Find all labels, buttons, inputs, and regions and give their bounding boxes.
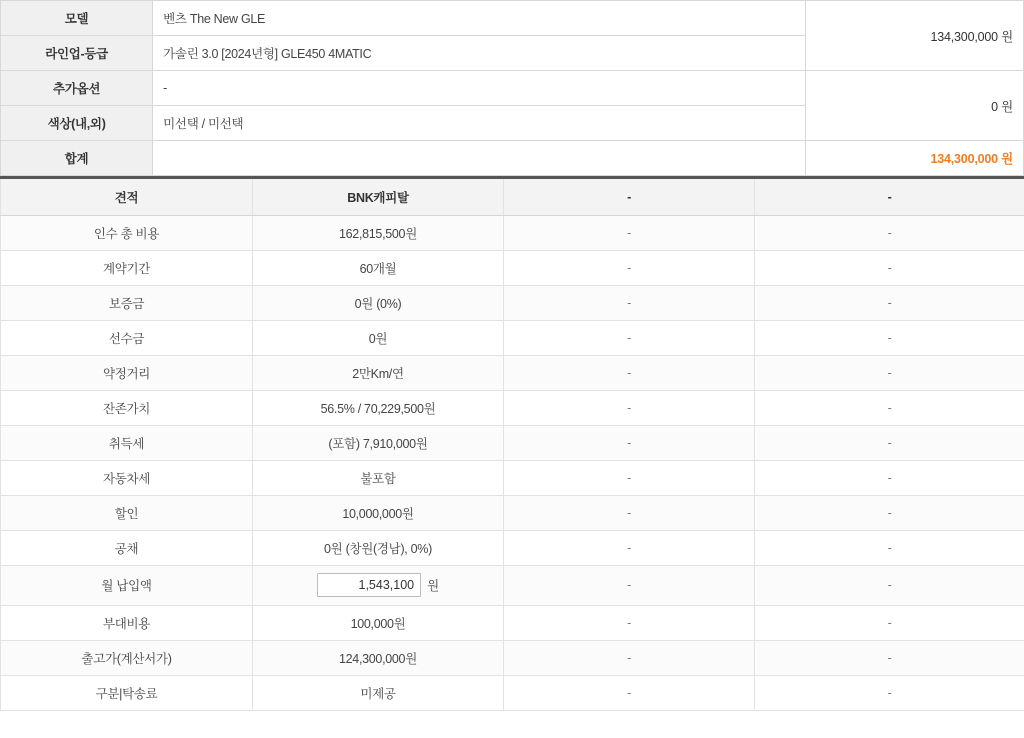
quote-row-value-1: 미제공 <box>253 675 504 710</box>
spec-label-color: 색상(내,외) <box>1 106 153 141</box>
quote-row-label: 부대비용 <box>1 605 253 640</box>
quote-row-value-3: - <box>755 320 1024 355</box>
quote-row-value-3: - <box>755 495 1024 530</box>
quote-row-value-1: 162,815,500원 <box>253 215 504 250</box>
spec-total-spacer <box>153 141 806 176</box>
monthly-payment-value-2: - <box>504 565 755 605</box>
quote-row-value-2: - <box>504 320 755 355</box>
spec-label-options: 추가옵션 <box>1 71 153 106</box>
table-row <box>1 250 1024 285</box>
quote-row-value-3: - <box>755 355 1024 390</box>
quote-row-value-2: - <box>504 675 755 710</box>
table-row <box>1 605 1024 640</box>
spec-row-options <box>1 71 1024 106</box>
quote-comparison-table <box>0 179 1024 711</box>
quote-row-value-1: 10,000,000원 <box>253 495 504 530</box>
quote-row-value-1: (포함) 7,910,000원 <box>253 425 504 460</box>
quote-row-value-1: 124,300,000원 <box>253 640 504 675</box>
quote-row-label: 취득세 <box>1 425 253 460</box>
quote-row-value-2: - <box>504 530 755 565</box>
quote-row-label: 출고가(계산서가) <box>1 640 253 675</box>
vehicle-spec-table <box>0 0 1024 176</box>
quote-row-label: 계약기간 <box>1 250 253 285</box>
quote-row-value-2: - <box>504 215 755 250</box>
table-row <box>1 215 1024 250</box>
quote-row-value-3: - <box>755 285 1024 320</box>
spec-row-model <box>1 1 1024 36</box>
spec-total-label: 합계 <box>1 141 153 176</box>
quote-row-value-2: - <box>504 605 755 640</box>
monthly-payment-row <box>1 565 1024 605</box>
monthly-payment-cell <box>253 565 504 605</box>
table-row <box>1 355 1024 390</box>
quote-header-company-3[interactable]: - <box>755 179 1024 215</box>
table-row <box>1 530 1024 565</box>
quote-row-value-1: 불포함 <box>253 460 504 495</box>
quote-row-value-2: - <box>504 495 755 530</box>
monthly-payment-unit: 원 <box>427 579 439 593</box>
monthly-payment-input[interactable] <box>317 573 421 597</box>
table-row <box>1 285 1024 320</box>
spec-value-lineup: 가솔린 3.0 [2024년형] GLE450 4MATIC <box>153 36 806 71</box>
spec-value-color: 미선택 / 미선택 <box>153 106 806 141</box>
spec-row-total <box>1 141 1024 176</box>
quote-row-value-3: - <box>755 640 1024 675</box>
quote-row-value-3: - <box>755 215 1024 250</box>
quote-header-label: 견적 <box>1 179 253 215</box>
quote-row-label: 인수 총 비용 <box>1 215 253 250</box>
quote-row-label: 보증금 <box>1 285 253 320</box>
spec-total-price: 134,300,000 원 <box>805 141 1023 176</box>
quote-row-label: 구분|탁송료 <box>1 675 253 710</box>
table-row <box>1 390 1024 425</box>
quote-row-value-2: - <box>504 250 755 285</box>
quote-row-value-3: - <box>755 675 1024 710</box>
spec-price-model: 134,300,000 원 <box>805 1 1023 71</box>
quote-row-label: 할인 <box>1 495 253 530</box>
quote-row-value-3: - <box>755 425 1024 460</box>
quote-row-value-2: - <box>504 640 755 675</box>
monthly-payment-label: 월 납입액 <box>1 565 253 605</box>
spec-price-options: 0 원 <box>805 71 1023 141</box>
quote-row-label: 약정거리 <box>1 355 253 390</box>
quote-header-company-2[interactable]: - <box>504 179 755 215</box>
quote-row-value-3: - <box>755 390 1024 425</box>
table-row <box>1 675 1024 710</box>
quote-row-label: 선수금 <box>1 320 253 355</box>
quote-row-value-2: - <box>504 460 755 495</box>
quote-row-value-2: - <box>504 285 755 320</box>
table-row <box>1 495 1024 530</box>
quote-row-value-1: 0원 (0%) <box>253 285 504 320</box>
quote-row-value-1: 56.5% / 70,229,500원 <box>253 390 504 425</box>
table-row <box>1 320 1024 355</box>
quote-row-value-3: - <box>755 530 1024 565</box>
quote-row-value-2: - <box>504 390 755 425</box>
table-row <box>1 460 1024 495</box>
quote-row-value-2: - <box>504 425 755 460</box>
quote-row-value-3: - <box>755 460 1024 495</box>
quote-row-value-1: 60개월 <box>253 250 504 285</box>
quote-row-label: 공채 <box>1 530 253 565</box>
spec-label-lineup: 라인업-등급 <box>1 36 153 71</box>
quote-row-value-3: - <box>755 605 1024 640</box>
spec-value-options: - <box>153 71 806 106</box>
quote-row-value-2: - <box>504 355 755 390</box>
monthly-payment-value-3: - <box>755 565 1024 605</box>
quote-row-value-1: 100,000원 <box>253 605 504 640</box>
quote-header-row <box>1 179 1024 215</box>
quote-row-value-1: 2만Km/연 <box>253 355 504 390</box>
quote-row-value-1: 0원 (창원(경남), 0%) <box>253 530 504 565</box>
table-row <box>1 640 1024 675</box>
table-row <box>1 425 1024 460</box>
spec-label-model: 모델 <box>1 1 153 36</box>
quote-row-value-3: - <box>755 250 1024 285</box>
quote-row-label: 잔존가치 <box>1 390 253 425</box>
spec-value-model: 벤츠 The New GLE <box>153 1 806 36</box>
quote-row-label: 자동차세 <box>1 460 253 495</box>
quote-header-company-1[interactable]: BNK캐피탈 <box>253 179 504 215</box>
quote-row-value-1: 0원 <box>253 320 504 355</box>
